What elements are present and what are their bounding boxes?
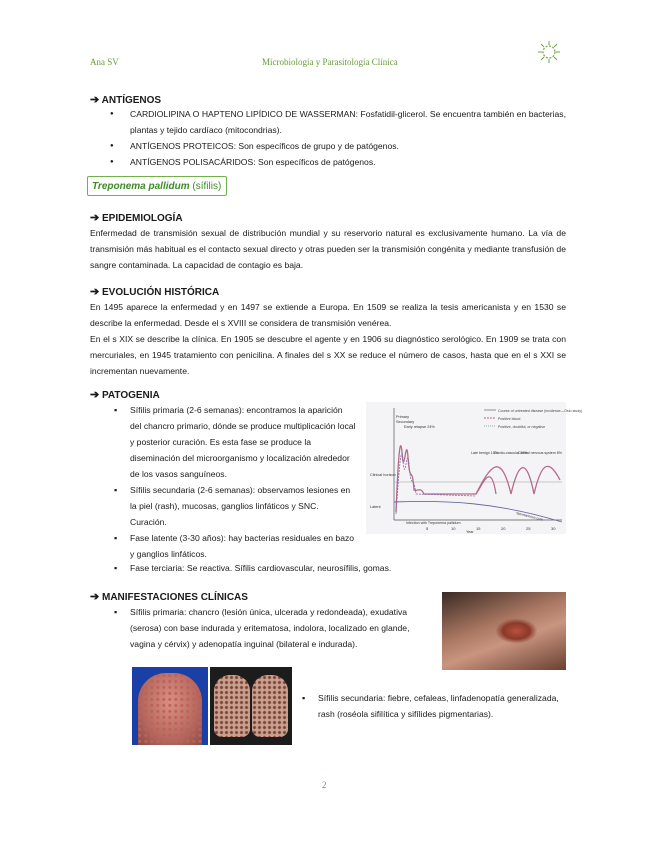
tick-label: 20: [501, 526, 506, 531]
list-item: ● ANTÍGENOS PROTEICOS: Son específicos de grupo y de patógenos.: [130, 138, 566, 154]
label-clinical: Clinical horizon: [370, 473, 396, 477]
list-item: ▪ Sífilis secundaria: fiebre, cefaleas, linfadenopatía generalizada, rash (roséola sifilítica y sifílides pigmentarias).: [318, 690, 568, 722]
tick-label: 15: [476, 526, 481, 531]
list-item: ▪ Sífilis primaria (2-6 semanas): encontramos la aparición del chancro primario, dónde se produce multiplicación local y posterior curación. Es esta fase se produce la diseminación del microorganismo y localización alrededor de los vasos sanguíneos.: [130, 402, 356, 482]
manifestaciones-heading: [90, 590, 248, 603]
tick-label: 10: [451, 526, 456, 531]
list-item: ● CARDIOLIPINA O HAPTENO LIPÍDICO DE WASSERMAN: Fosfatidil-glicerol. Se encuentra también en bacterias, plantas y tejido cardíaco (mitocondrias).: [130, 106, 566, 138]
manifestaciones-list: [130, 604, 426, 652]
label-latent: Latent: [370, 505, 381, 509]
evolucion-title: EVOLUCIÓN HISTÓRICA: [102, 287, 220, 298]
left-hand-shape: [214, 675, 250, 737]
tick-label: 30: [551, 526, 556, 531]
header-author: Ana SV: [90, 57, 119, 67]
patogenia-title: PATOGENIA: [102, 390, 160, 401]
treponema-name: Treponema pallidum: [92, 181, 190, 192]
manifestaciones-title: MANIFESTACIONES CLÍNICAS: [102, 592, 248, 603]
label-cardio: Cardio-vascular 10%: [494, 451, 528, 455]
treponema-title-box: [87, 176, 227, 196]
legend-1: Course of untreated disease (incidence—Oslo study): [498, 409, 583, 413]
patogenia-heading: [90, 388, 160, 401]
antigenos-title: ANTÍGENOS: [101, 95, 162, 106]
chancre-photo: [442, 592, 566, 670]
epidemiologia-heading: [90, 211, 183, 224]
label-spont: Spontaneous cure: [515, 511, 544, 522]
legend-3: Positive, doubtful, or negative: [498, 425, 546, 429]
label-secondary: Secondary: [396, 420, 415, 424]
arrow-icon: ➔: [90, 94, 100, 106]
label-year: Year: [466, 530, 474, 534]
arrow-icon: ➔: [90, 286, 100, 298]
antigenos-heading: [90, 93, 161, 106]
manifestaciones-list-2: [318, 690, 568, 722]
list-item: ▪ Sífilis secundaria (2-6 semanas): observamos lesiones en la piel (rash), mucosas, ganglios linfáticos y SNC. Curación.: [130, 482, 356, 530]
back-rash-photo-frame: [132, 667, 208, 745]
evolucion-text-2: En el s XIX se describe la clínica. En 1905 se descubre el agente y en 1906 su diagnóstico serológico. En 1909 se trata con mercuriales, en 1945 tratamiento con penicilina. A finales del s XX se reduce el número de casos, hasta que en el s XXI se incrementan nuevamente.: [90, 334, 566, 376]
right-hand-shape: [252, 675, 288, 737]
label-early: Early relapse 24%: [404, 425, 435, 429]
page-number: 2: [322, 780, 327, 790]
patogenia-list: [130, 402, 356, 562]
arrow-icon: ➔: [90, 591, 100, 603]
tick-label: 25: [526, 526, 531, 531]
antigenos-list: [130, 106, 566, 170]
tick-label: 5: [426, 526, 429, 531]
virus-logo-icon: [536, 40, 562, 64]
treponema-suffix: (sífilis): [189, 181, 222, 192]
patogenia-list-last: [130, 560, 570, 576]
back-rash-photo: [138, 673, 202, 745]
evolucion-text-1: En 1495 aparece la enfermedad y en 1497 se extiende a Europa. En 1509 se realiza la tesis americanista y en 1530 se describe la enfermedad. Desde el s XVIII se considera de transmisión venérea.: [90, 302, 566, 328]
legend-2: Positive blood: [498, 417, 521, 421]
list-item: ▪ Fase latente (3-30 años): hay bacterias residuales en bazo y ganglios linfáticos.: [130, 530, 356, 562]
list-item: ● ANTÍGENOS POLISACÁRIDOS: Son específicos de patógenos.: [130, 154, 566, 170]
arrow-icon: ➔: [90, 212, 100, 224]
syphilis-course-chart: [366, 402, 583, 534]
label-infection: Infection with Treponema pallidum: [406, 521, 461, 525]
epidemiologia-title: EPIDEMIOLOGÍA: [102, 213, 183, 224]
hands-rash-photo: [210, 667, 292, 745]
evolucion-heading: [90, 285, 219, 298]
label-primary: Primary: [396, 415, 410, 419]
list-item: ▪ Sífilis primaria: chancro (lesión única, ulcerada y redondeada), exudativa (serosa) con base indurada y eritematosa, indolora, localizado en glande, vagina y cérvix) y adenopatía inguinal (bilateral e indurada).: [130, 604, 426, 652]
list-item: ▪ Fase terciaria: Se reactiva. Sífilis cardiovascular, neurosífilis, gomas.: [130, 560, 570, 576]
label-cns: Central nervous system 8%: [518, 451, 562, 455]
arrow-icon: ➔: [90, 389, 100, 401]
header-subject: Microbiología y Parasitología Clínica: [262, 57, 398, 67]
label-benign: Late benign 15%: [471, 451, 498, 455]
epidemiologia-text: Enfermedad de transmisión sexual de distribución mundial y su reservorio natural es exclusivamente humano. La vía de transmisión más habitual es el contacto sexual directo y otras pueden ser la transmisión congénita y mediante transfusión de sangre contaminada. La capacidad de contagio es baja.: [90, 228, 566, 270]
